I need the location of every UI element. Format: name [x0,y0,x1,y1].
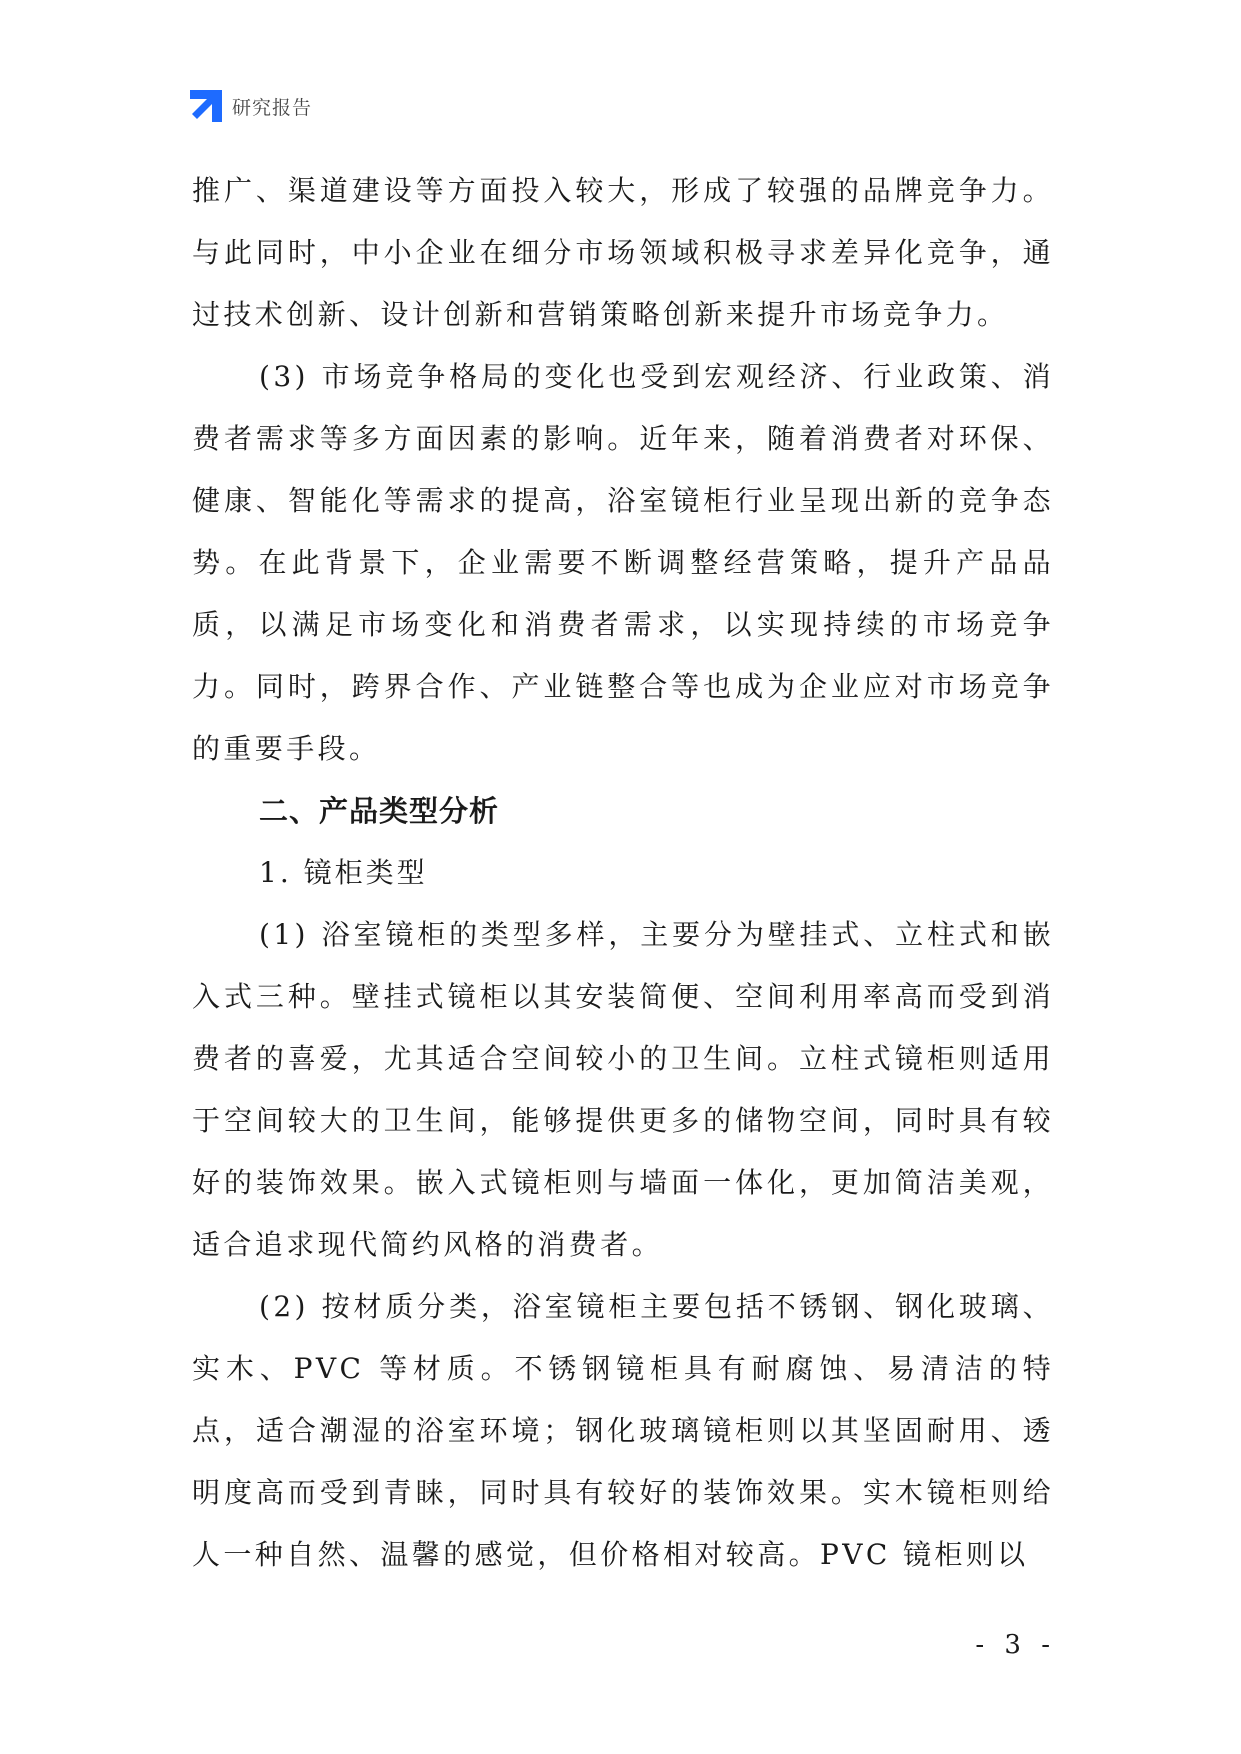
paragraph-4: (2) 按材质分类，浴室镜柜主要包括不锈钢、钢化玻璃、实木、PVC 等材质。不锈钢镜柜具有耐腐蚀、易清洁的特点，适合潮湿的浴室环境；钢化玻璃镜柜则以其坚固耐用、透明度高而受到青睐，同时具有较好的装饰效果。实木镜柜则给人一种自然、温馨的感觉，但价格相对较高。PVC 镜柜则以 [192,1290,1054,1571]
paragraph-1: 推广、渠道建设等方面投入较大，形成了较强的品牌竞争力。与此同时，中小企业在细分市场领域积极寻求差异化竞争，通过技术创新、设计创新和营销策略创新来提升市场竞争力。 [192,174,1054,331]
section-heading: 二、产品类型分析 [259,794,500,828]
subsection-heading: 1. 镜柜类型 [259,856,428,889]
header-title: 研究报告 [232,96,313,119]
arrow-up-right-icon [190,90,222,122]
document-body [192,160,1054,1586]
paragraph-3: (1) 浴室镜柜的类型多样，主要分为壁挂式、立柱式和嵌入式三种。壁挂式镜柜以其安装简便、空间利用率高而受到消费者的喜爱，尤其适合空间较小的卫生间。立柱式镜柜则适用于空间较大的卫生间，能够提供更多的储物空间，同时具有较好的装饰效果。嵌入式镜柜则与墙面一体化，更加简洁美观，适合追求现代简约风格的消费者。 [192,918,1054,1261]
paragraph-2: (3) 市场竞争格局的变化也受到宏观经济、行业政策、消费者需求等多方面因素的影响。近年来，随着消费者对环保、健康、智能化等需求的提高，浴室镜柜行业呈现出新的竞争态势。在此背景下，企业需要不断调整经营策略，提升产品品质，以满足市场变化和消费者需求，以实现持续的市场竞争力。同时，跨界合作、产业链整合等也成为企业应对市场竞争的重要手段。 [192,360,1054,765]
report-header [190,88,312,124]
page-number: - 3 - [975,1630,1056,1660]
